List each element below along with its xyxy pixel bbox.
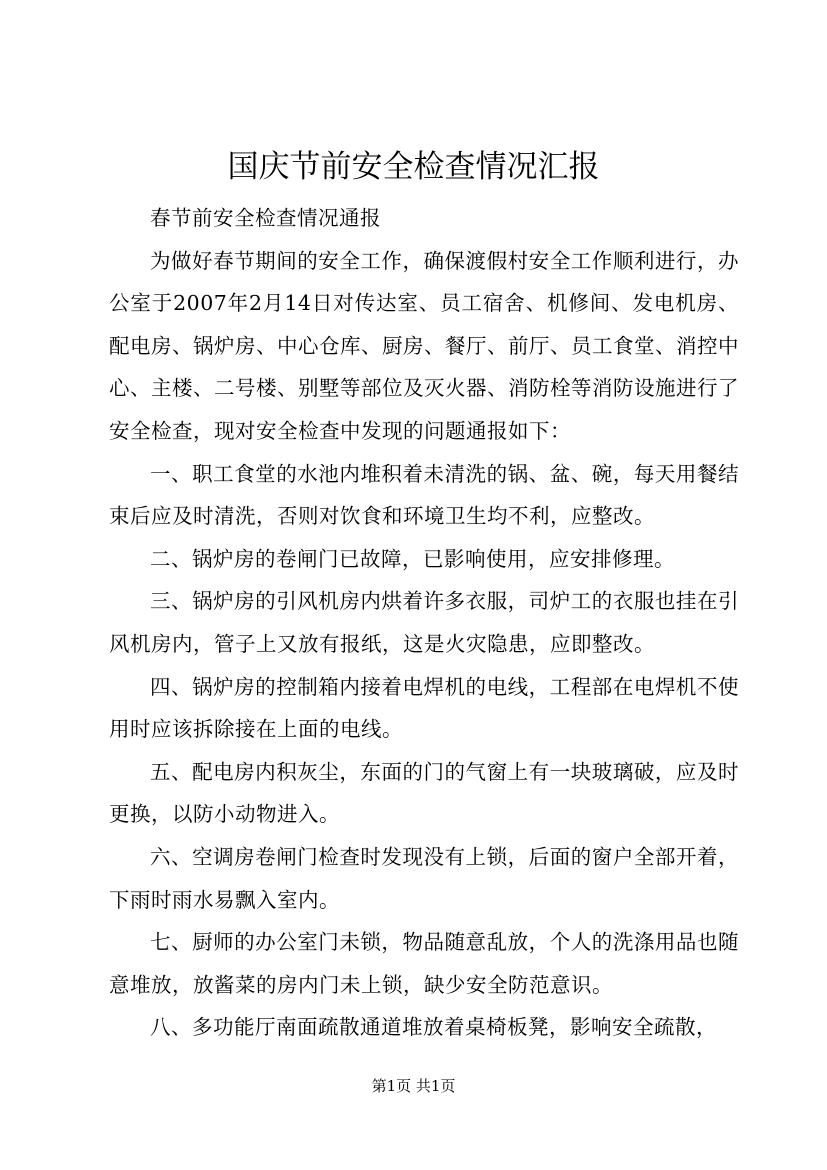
paragraph-item-1: 一、职工食堂的水池内堆积着未清洗的锅、盆、碗，每天用餐结束后应及时清洗，否则对饮食和环境卫生均不利，应整改。 — [109, 461, 739, 529]
document-title: 国庆节前安全检查情况汇报 — [227, 149, 600, 185]
paragraph-item-3: 三、锅炉房的引风机房内烘着许多衣服，司炉工的衣服也挂在引风机房内，管子上又放有报纸，这是火灾隐患，应即整改。 — [109, 589, 739, 656]
paragraph-item-5: 五、配电房内积灰尘，东面的门的气窗上有一块玻璃破，应及时更换，以防小动物进入。 — [109, 759, 739, 827]
paragraph-item-6: 六、空调房卷闸门检查时发现没有上锁，后面的窗户全部开着，下雨时雨水易飘入室内。 — [109, 844, 739, 912]
paragraph-item-4: 四、锅炉房的控制箱内接着电焊机的电线，工程部在电焊机不使用时应该拆除接在上面的电线。 — [109, 674, 739, 742]
paragraph-subtitle: 春节前安全检查情况通报 — [150, 206, 381, 230]
page-number-footer: 第1页 共1页 — [371, 1077, 456, 1095]
paragraph-item-8: 八、多功能厅南面疏散通道堆放着桌椅板凳，影响安全疏散， — [150, 1015, 717, 1040]
paragraph-intro: 为做好春节期间的安全工作，确保渡假村安全工作顺利进行，办公室于2007年2月14日对传达室、员工宿舍、机修间、发电机房、配电房、锅炉房、中心仓库、厨房、餐厅、前厅、员工食堂、消控中心、主楼、二号楼、别墅等部位及灭火器、消防栓等消防设施进行了安全检查，现对安全检查中发现的问题通报如下： — [109, 248, 739, 443]
paragraph-item-2: 二、锅炉房的卷闸门已故障，已影响使用，应安排修理。 — [150, 546, 675, 571]
document-body — [109, 197, 739, 1049]
paragraph-item-7: 七、厨师的办公室门未锁，物品随意乱放，个人的洗涤用品也随意堆放，放酱菜的房内门未上锁，缺少安全防范意识。 — [109, 930, 739, 997]
